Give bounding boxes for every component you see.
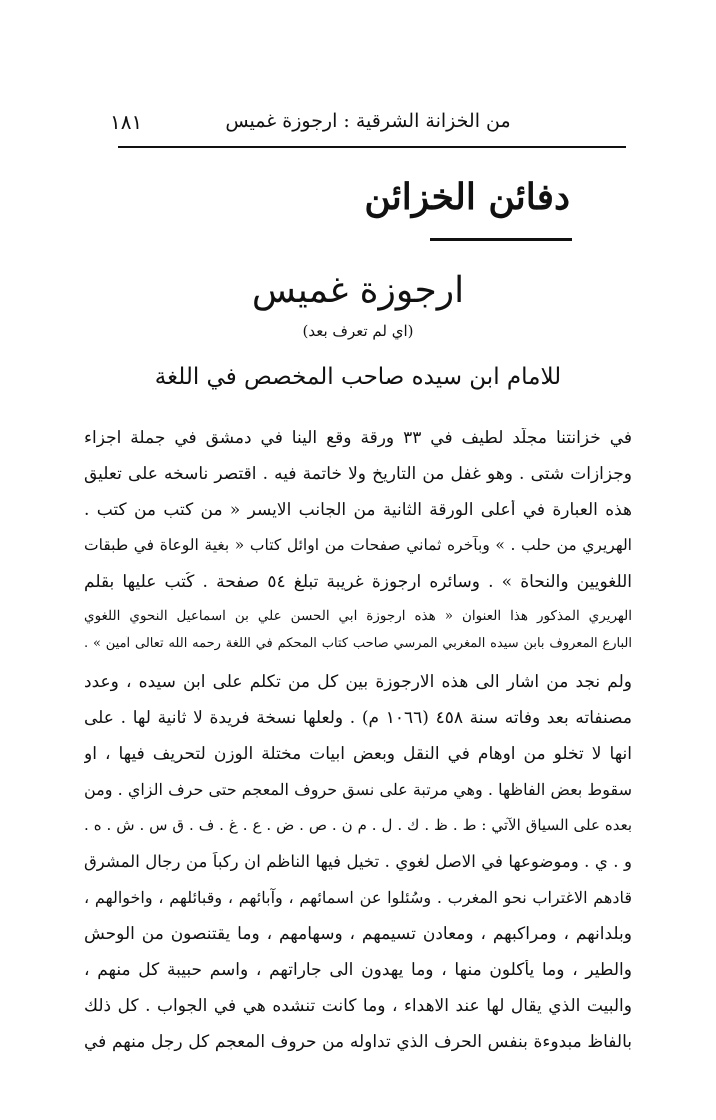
paragraph2-line: ولم نجد من اشار الى هذه الارجوزة بين كل من تكلم على ابن سيده ، وعدد	[84, 672, 632, 692]
paragraph2-line: و . ي . وموضوعها في الاصل لغوي . تخيل فيها الناظم ان ركباً من رجال المشرق	[84, 852, 632, 871]
paragraph1-line: البارع المعروف بابن سيده المغربي المرسي صاحب كتاب المحكم في اللغة رحمه الله تعالى آمين » .	[84, 636, 632, 651]
section-heading-underline	[430, 238, 572, 241]
poem-title: ارجوزة غميس	[251, 270, 465, 311]
paragraph1-line: الهريري من حلب . » وبآخره ثماني صفحات من اوائل كتاب « بغية الوعاة في طبقات	[84, 536, 632, 554]
paragraph1-line: اللغويين والنحاة » . وسائره ارجوزة غريبة تبلغ ٥٤ صفحة . كُتب عليها بقلم	[84, 572, 632, 592]
paragraph2-line: والبيت الذي يقال لها عند الاهداء ، وما كانت تنشده هي في الجواب . كل ذلك	[84, 996, 632, 1016]
page-number: ١٨١	[110, 110, 143, 134]
paragraph2-line: انها لا تخلو من اوهام في النقل وبعض ابيات مختلة الوزن لتحريف فيها ، او	[84, 744, 632, 764]
running-head	[110, 104, 626, 144]
paragraph2-line: مصنفاته بعد وفاته سنة ٤٥٨ (١٠٦٦ م) . ولعلها نسخة فريدة لا ثانية لها . على	[84, 708, 632, 728]
attribution-line: للامام ابن سيده صاحب المخصص في اللغة	[154, 364, 562, 390]
paragraph2-line: وبلدانهم ، ومراكبهم ، ومعادن تسيمهم ، وسهامهم ، وما يقتنصون من الوحش	[84, 924, 632, 944]
paragraph1-line: الهريري المذكور هذا العنوان « هذه ارجوزة ابي الحسن علي بن اسماعيل النحوي اللغوي	[84, 608, 632, 624]
paragraph2-line: بالفاظ مبدوءة بنفس الحرف الذي تداوله من حروف المعجم كل رجل منهم في	[84, 1032, 632, 1052]
section-heading	[364, 176, 570, 218]
paragraph1-line: وجزازات شتى . وهو غفل من التاريخ ولا خاتمة فيه . اقتصر ناسخه على تعليق	[84, 464, 632, 484]
paragraph2-line: والطير ، وما يأكلون منها ، وما يهدون الى جاراتهم ، واسم حبيبة كل منهم ،	[84, 960, 632, 980]
running-head-title: من الخزانة الشرقية : ارجوزة غميس	[225, 110, 511, 132]
paragraph1-line: هذه العبارة في أعلى الورقة الثانية من الجانب الايسر « من كتب من كتب .	[84, 500, 632, 520]
paragraph2-line: بعده على السياق الآتي : ط . ظ . ك . ل . م ن . ص . ض . ع . غ . ف . ق س . ش . ه .	[84, 816, 632, 834]
paragraph1-line: في خزانتنا مجلّد لطيف في ٣٣ ورقة وقع الينا في دمشق في جملة اجزاء	[84, 428, 632, 448]
poem-subtitle: (اي لم تعرف بعد)	[302, 322, 414, 340]
paragraph2-line: قادهم الاغتراب نحو المغرب . وسُئلوا عن اسمائهم ، وآبائهم ، وقبائلهم ، واخوالهم ،	[84, 888, 632, 907]
header-rule	[118, 146, 626, 148]
paragraph2-line: سقوط بعض الفاظها . وهي مرتبة على نسق حروف المعجم حتى حرف الزاي . ومن	[84, 780, 632, 799]
section-heading-text: دفائن الخزائن	[364, 176, 570, 218]
